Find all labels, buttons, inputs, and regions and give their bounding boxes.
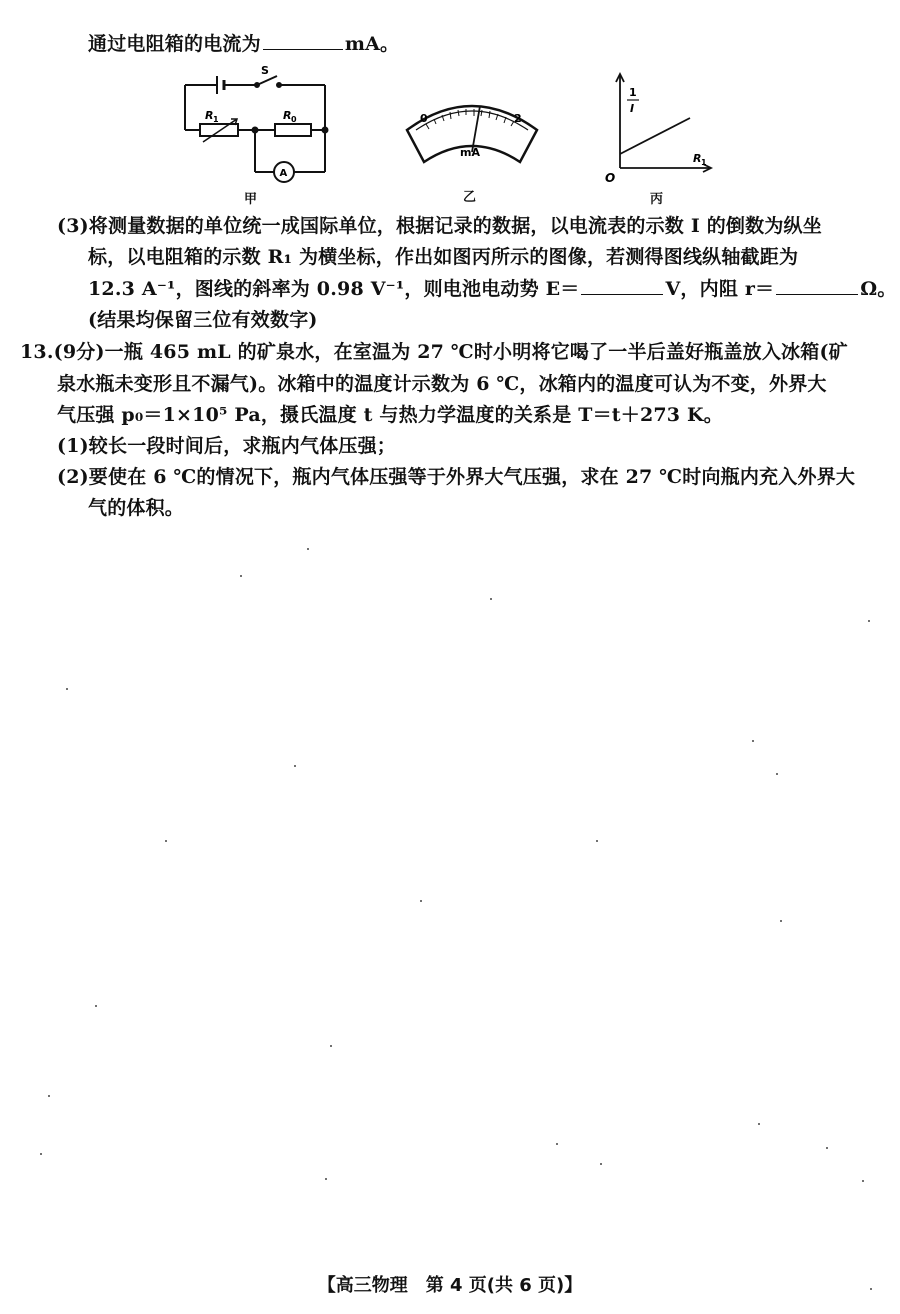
q13-sub2-line1: (2)要使在 6 ℃的情况下，瓶内气体压强等于外界大气压强，求在 27 ℃时向瓶内充入外界大 (57, 466, 856, 488)
x-label-subscript: 1 (701, 158, 707, 167)
caption-yi: 乙 (463, 190, 477, 205)
scan-speck (40, 1153, 42, 1155)
scan-speck (330, 1045, 332, 1047)
answer-blank-resistance[interactable] (776, 276, 858, 295)
dial-unit-label: mA (460, 146, 480, 159)
scan-speck (420, 900, 422, 902)
scan-speck (826, 1147, 828, 1149)
scan-speck (776, 773, 778, 775)
r1-label: R (205, 109, 214, 122)
scan-speck (325, 1178, 327, 1180)
page-footer: 【高三物理 第 4 页(共 6 页)】 (317, 1275, 583, 1296)
r1-subscript: 1 (213, 115, 219, 124)
scan-speck (240, 575, 242, 577)
answer-blank-emf[interactable] (581, 276, 663, 295)
scan-speck (862, 1180, 864, 1182)
circuit-diagram-jia (175, 62, 345, 192)
q12-part3-line3-b: V，内阻 r＝ (665, 278, 775, 300)
q12-part3-line2: 标，以电阻箱的示数 R₁ 为横坐标，作出如图丙所示的图像，若测得图线纵轴截距为 (88, 246, 799, 268)
caption-bing: 丙 (650, 192, 664, 207)
r0-label: R (283, 109, 292, 122)
y-label-numerator: 1 (629, 86, 637, 99)
dial-max-label: 2 (514, 112, 522, 125)
switch-blade (257, 76, 277, 85)
q13-line2: 泉水瓶未变形且不漏气)。冰箱中的温度计示数为 6 ℃，冰箱内的温度可认为不变，外界大 (57, 373, 827, 395)
q12-current-prefix: 通过电阻箱的电流为 (88, 33, 261, 55)
switch-label: S (261, 64, 269, 77)
scan-speck (596, 840, 598, 842)
dial-zero-label: 0 (420, 112, 428, 125)
ammeter-label: A (279, 168, 288, 179)
q12-current-unit: mA。 (344, 33, 400, 55)
q12-part3-line3-a: 12.3 A⁻¹，图线的斜率为 0.98 V⁻¹，则电池电动势 E＝ (88, 278, 580, 300)
q12-part3-line4: (结果均保留三位有效数字) (88, 309, 318, 331)
scan-speck (868, 620, 870, 622)
answer-blank-current[interactable] (263, 31, 343, 50)
scan-speck (66, 688, 68, 690)
resistor-r0 (275, 124, 311, 136)
scan-speck (600, 1163, 602, 1165)
x-label: R (693, 152, 702, 165)
scan-speck (758, 1123, 760, 1125)
scan-speck (780, 920, 782, 922)
q13-sub2-line2: 气的体积。 (88, 497, 185, 519)
q12-part3-line3 (88, 275, 897, 303)
scan-speck (294, 765, 296, 767)
q12-part3-line1: (3)将测量数据的单位统一成国际单位，根据记录的数据，以电流表的示数 I 的倒数为纵坐 (57, 215, 822, 237)
resistor-r1 (200, 124, 238, 136)
q13-line1: 13.(9分)一瓶 465 mL 的矿泉水，在室温为 27 ℃时小明将它喝了一半后盖好瓶盖放入冰箱(矿 (20, 341, 848, 363)
scan-speck (95, 1005, 97, 1007)
caption-jia: 甲 (244, 192, 258, 207)
scan-speck (556, 1143, 558, 1145)
plot-line (620, 118, 690, 154)
q12-part3-line3-c: Ω。 (860, 278, 897, 300)
variable-arrow (203, 119, 237, 142)
scan-speck (165, 840, 167, 842)
scan-speck (307, 548, 309, 550)
scan-speck (490, 598, 492, 600)
scan-speck (48, 1095, 50, 1097)
q13-line3: 气压强 p₀＝1×10⁵ Pa，摄氏温度 t 与热力学温度的关系是 T＝t＋273 K。 (57, 404, 723, 426)
y-label-denominator: I (630, 102, 635, 115)
origin-label: O (605, 171, 616, 185)
q13-sub1: (1)较长一段时间后，求瓶内气体压强； (57, 435, 397, 457)
graph-bing (605, 70, 720, 185)
q12-current-line (88, 30, 399, 58)
r0-subscript: 0 (291, 115, 297, 124)
scan-speck (752, 740, 754, 742)
meter-dial-yi (402, 92, 542, 172)
